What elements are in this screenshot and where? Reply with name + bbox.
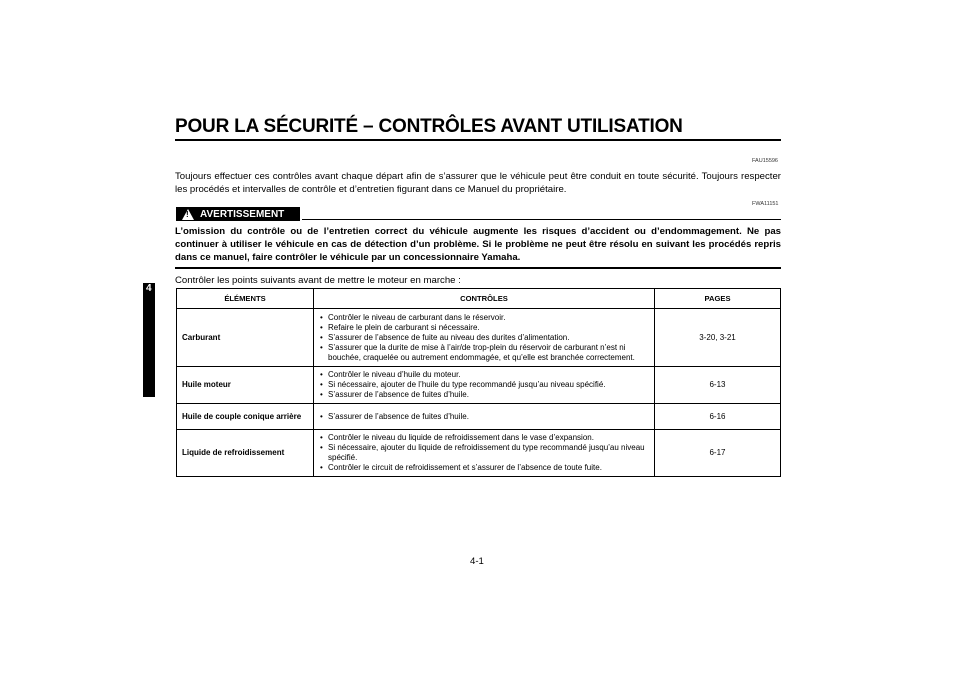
row-pages: 6-13 [655,367,781,404]
title-rule [175,139,781,141]
check-item: • S’assurer de l’absence de fuites d’huile. [328,412,649,422]
warning-badge [176,207,300,221]
checklist-lead: Contrôler les points suivants avant de mettre le moteur en marche : [175,275,461,286]
warning-divider [302,219,781,220]
check-item: • Contrôler le niveau d’huile du moteur. [328,370,649,380]
row-checks [314,309,655,367]
header-pages: PAGES [655,289,781,309]
chapter-tab [143,283,155,397]
warning-label: AVERTISSEMENT [200,208,285,220]
table-row [177,430,781,477]
warning-icon: ! [182,209,194,220]
row-element: Liquide de refroidissement [177,430,314,477]
row-checks [314,430,655,477]
chapter-number: 4 [146,283,152,294]
warning-code: FWA11151 [752,201,779,207]
check-item: • Refaire le plein de carburant si nécessaire. [328,323,649,333]
intro-paragraph: Toujours effectuer ces contrôles avant chaque départ afin de s’assurer que le véhicule peut être conduit en toute sécurité. Toujours respecter les procédés et intervalles de contrôle et d’entretien figurant dans ce Manuel du propriétaire. [175,171,781,195]
header-elements: ÉLÉMENTS [177,289,314,309]
row-element: Carburant [177,309,314,367]
table-row [177,367,781,404]
check-item: • Contrôler le niveau du liquide de refroidissement dans le vase d’expansion. [328,433,649,443]
row-element: Huile moteur [177,367,314,404]
check-item: • S’assurer de l’absence de fuites d’huile. [328,390,649,400]
check-item: • S’assurer de l’absence de fuite au niveau des durites d’alimentation. [328,333,649,343]
table-row [177,309,781,367]
warning-text: L’omission du contrôle ou de l’entretien correct du véhicule augmente les risques d’accident ou d’endommagement. Ne pas continuer à utiliser le véhicule en cas de détection d’un problème. Si le problème ne peut être résolu en suivant les procédés repris dans ce manuel, faire contrôler le véhicule par un concessionnaire Yamaha. [175,226,781,263]
checks-table [176,288,781,477]
row-checks [314,367,655,404]
table-row [177,404,781,430]
reference-code: FAU15596 [752,158,778,164]
header-checks: CONTRÔLES [314,289,655,309]
check-item: • Contrôler le circuit de refroidissement et s’assurer de l’absence de toute fuite. [328,463,649,473]
check-item: • Contrôler le niveau de carburant dans le réservoir. [328,313,649,323]
check-item: • Si nécessaire, ajouter de l’huile du type recommandé jusqu’au niveau spécifié. [328,380,649,390]
row-element: Huile de couple conique arrière [177,404,314,430]
row-checks [314,404,655,430]
row-pages: 6-17 [655,430,781,477]
page-number: 4-1 [470,556,484,567]
row-pages: 3-20, 3-21 [655,309,781,367]
warning-bottom-rule [175,267,781,269]
check-item: • Si nécessaire, ajouter du liquide de refroidissement du type recommandé jusqu’au niveau spécifié. [328,443,649,463]
check-item: • S’assurer que la durite de mise à l’air/de trop-plein du réservoir de carburant n’est ni bouchée, craquelée ou autrement endommagée, et qu’elle est branchée correctement. [328,343,649,363]
row-pages: 6-16 [655,404,781,430]
page-title: POUR LA SÉCURITÉ – CONTRÔLES AVANT UTILISATION [175,116,683,137]
table-header-row [177,289,781,309]
